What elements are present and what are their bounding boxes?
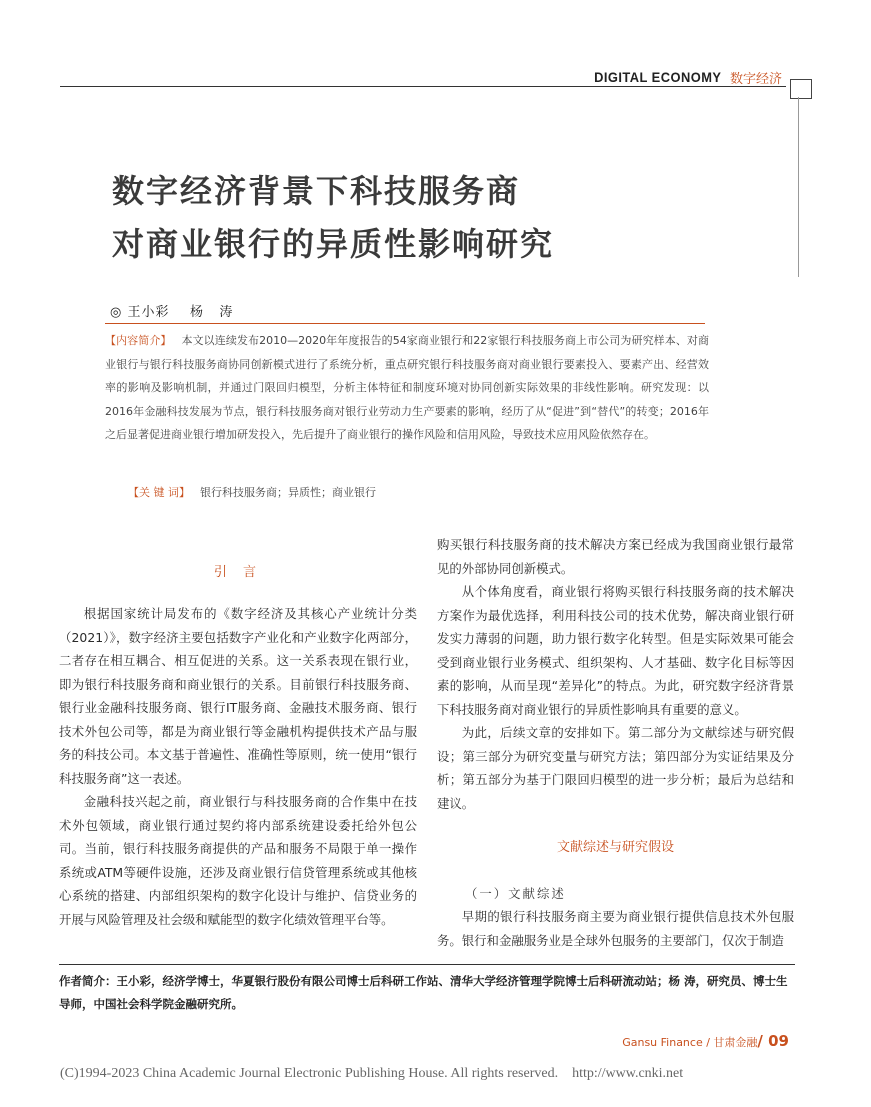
abstract-rule — [105, 323, 705, 324]
right-column-lower — [437, 905, 794, 952]
section-heading-literature: 文献综述与研究假设 — [556, 840, 674, 855]
abstract — [105, 329, 709, 447]
header-rule — [60, 86, 786, 87]
right-column — [437, 533, 794, 815]
corner-decoration — [790, 79, 812, 99]
folio — [622, 1032, 789, 1050]
paragraph: 金融科技兴起之前，商业银行与科技服务商的合作集中在技术外包领域，商业银行通过契约将内部系统建设委托给外包公司。当前，银行科技服务商提供的产品和服务不局限于单一操作系统或ATM等硬件设施，还涉及商业银行信贷管理系统或其他核心系统的搭建、内部组织架构的数字化设计与维护、信贷业务的开展与风险管理及社会级和赋能型的数字化绩效管理平台等。 — [59, 794, 417, 927]
paragraph-continuation: 购买银行科技服务商的技术解决方案已经成为我国商业银行最常见的外部协同创新模式。 — [437, 537, 794, 576]
author-line: ◎ 王小彩 杨 涛 — [110, 305, 234, 320]
keywords-text: 银行科技服务商；异质性；商业银行 — [200, 486, 376, 499]
article-title-line-1: 数字经济背景下科技服务商 — [112, 172, 521, 210]
paragraph: 从个体角度看，商业银行将购买银行科技服务商的技术解决方案作为最优选择，利用科技公司的技术优势，解决商业银行研发实力薄弱的问题，助力银行数字化转型。但是实际效果可能会受到商业银行业务模式、组织架构、人才基础、数字化目标等因素的影响，从而呈现“差异化”的特点。为此，研究数字经济背景下科技服务商对商业银行的异质性影响具有重要的意义。 — [437, 584, 794, 717]
paragraph: 早期的银行科技服务商主要为商业银行提供信息技术外包服务。银行和金融服务业是全球外包服务的主要部门，仅次于制造 — [437, 909, 794, 948]
vertical-decoration-line — [798, 97, 799, 277]
page-number: / 09 — [757, 1032, 789, 1050]
keywords — [128, 484, 376, 500]
left-column — [59, 602, 417, 931]
section-label-en: DIGITAL ECONOMY — [593, 69, 721, 85]
subsection-heading: （一）文献综述 — [465, 886, 566, 901]
copyright-line: (C)1994-2023 China Academic Journal Electronic Publishing House. All rights reserved. http://www.cnki.net — [60, 1066, 684, 1081]
footnote-rule — [59, 964, 795, 965]
paragraph: 为此，后续文章的安排如下。第二部分为文献综述与研究假设；第三部分为研究变量与研究方法；第四部分为实证结果及分析；第五部分为基于门限回归模型的进一步分析；最后为总结和建议。 — [437, 725, 794, 811]
abstract-tag: 【内容简介】 — [105, 334, 172, 347]
abstract-text: 本文以连续发布2010—2020年年度报告的54家商业银行和22家银行科技服务商上市公司为研究样本、对商业银行与银行科技服务商协同创新模式进行了系统分析，重点研究银行科技服务商对商业银行要素投入、要素产出、经营效率的影响及影响机制，并通过门限回归模型，分析主体特征和制度环境对协同创新实际效果的非线性影响。研究发现：以2016年金融科技发展为节点，银行科技服务商对银行业劳动力生产要素的影响，经历了从“促进”到“替代”的转变；2016年之后显著促进商业银行增加研发投入，先后提升了商业银行的操作风险和信用风险，导致技术应用风险依然存在。 — [105, 334, 709, 442]
keywords-tag: 【关 键 词】 — [128, 486, 190, 499]
paragraph: 根据国家统计局发布的《数字经济及其核心产业统计分类（2021）》，数字经济主要包括数字产业化和产业数字化两部分，二者存在相互耦合、相互促进的关系。这一关系表现在银行业，即为银行科技服务商和商业银行的关系。目前银行科技服务商、银行业金融科技服务商、银行IT服务商、金融技术服务商、银行技术外包公司等，都是为商业银行等金融机构提供技术产品与服务的科技公司。本文基于普遍性、准确性等原则，统一使用“银行科技服务商”这一表述。 — [59, 606, 417, 786]
section-label-cn: 数字经济 — [730, 72, 783, 87]
author-note: 作者简介：王小彩，经济学博士，华夏银行股份有限公司博士后科研工作站、清华大学经济管理学院博士后科研流动站；杨 涛，研究员、博士生导师，中国社会科学院金融研究所。 — [59, 974, 788, 1011]
article-title-line-2: 对商业银行的异质性影响研究 — [112, 225, 555, 263]
journal-name: Gansu Finance / 甘肃金融 — [622, 1036, 758, 1049]
section-heading-introduction: 引 言 — [213, 565, 263, 580]
